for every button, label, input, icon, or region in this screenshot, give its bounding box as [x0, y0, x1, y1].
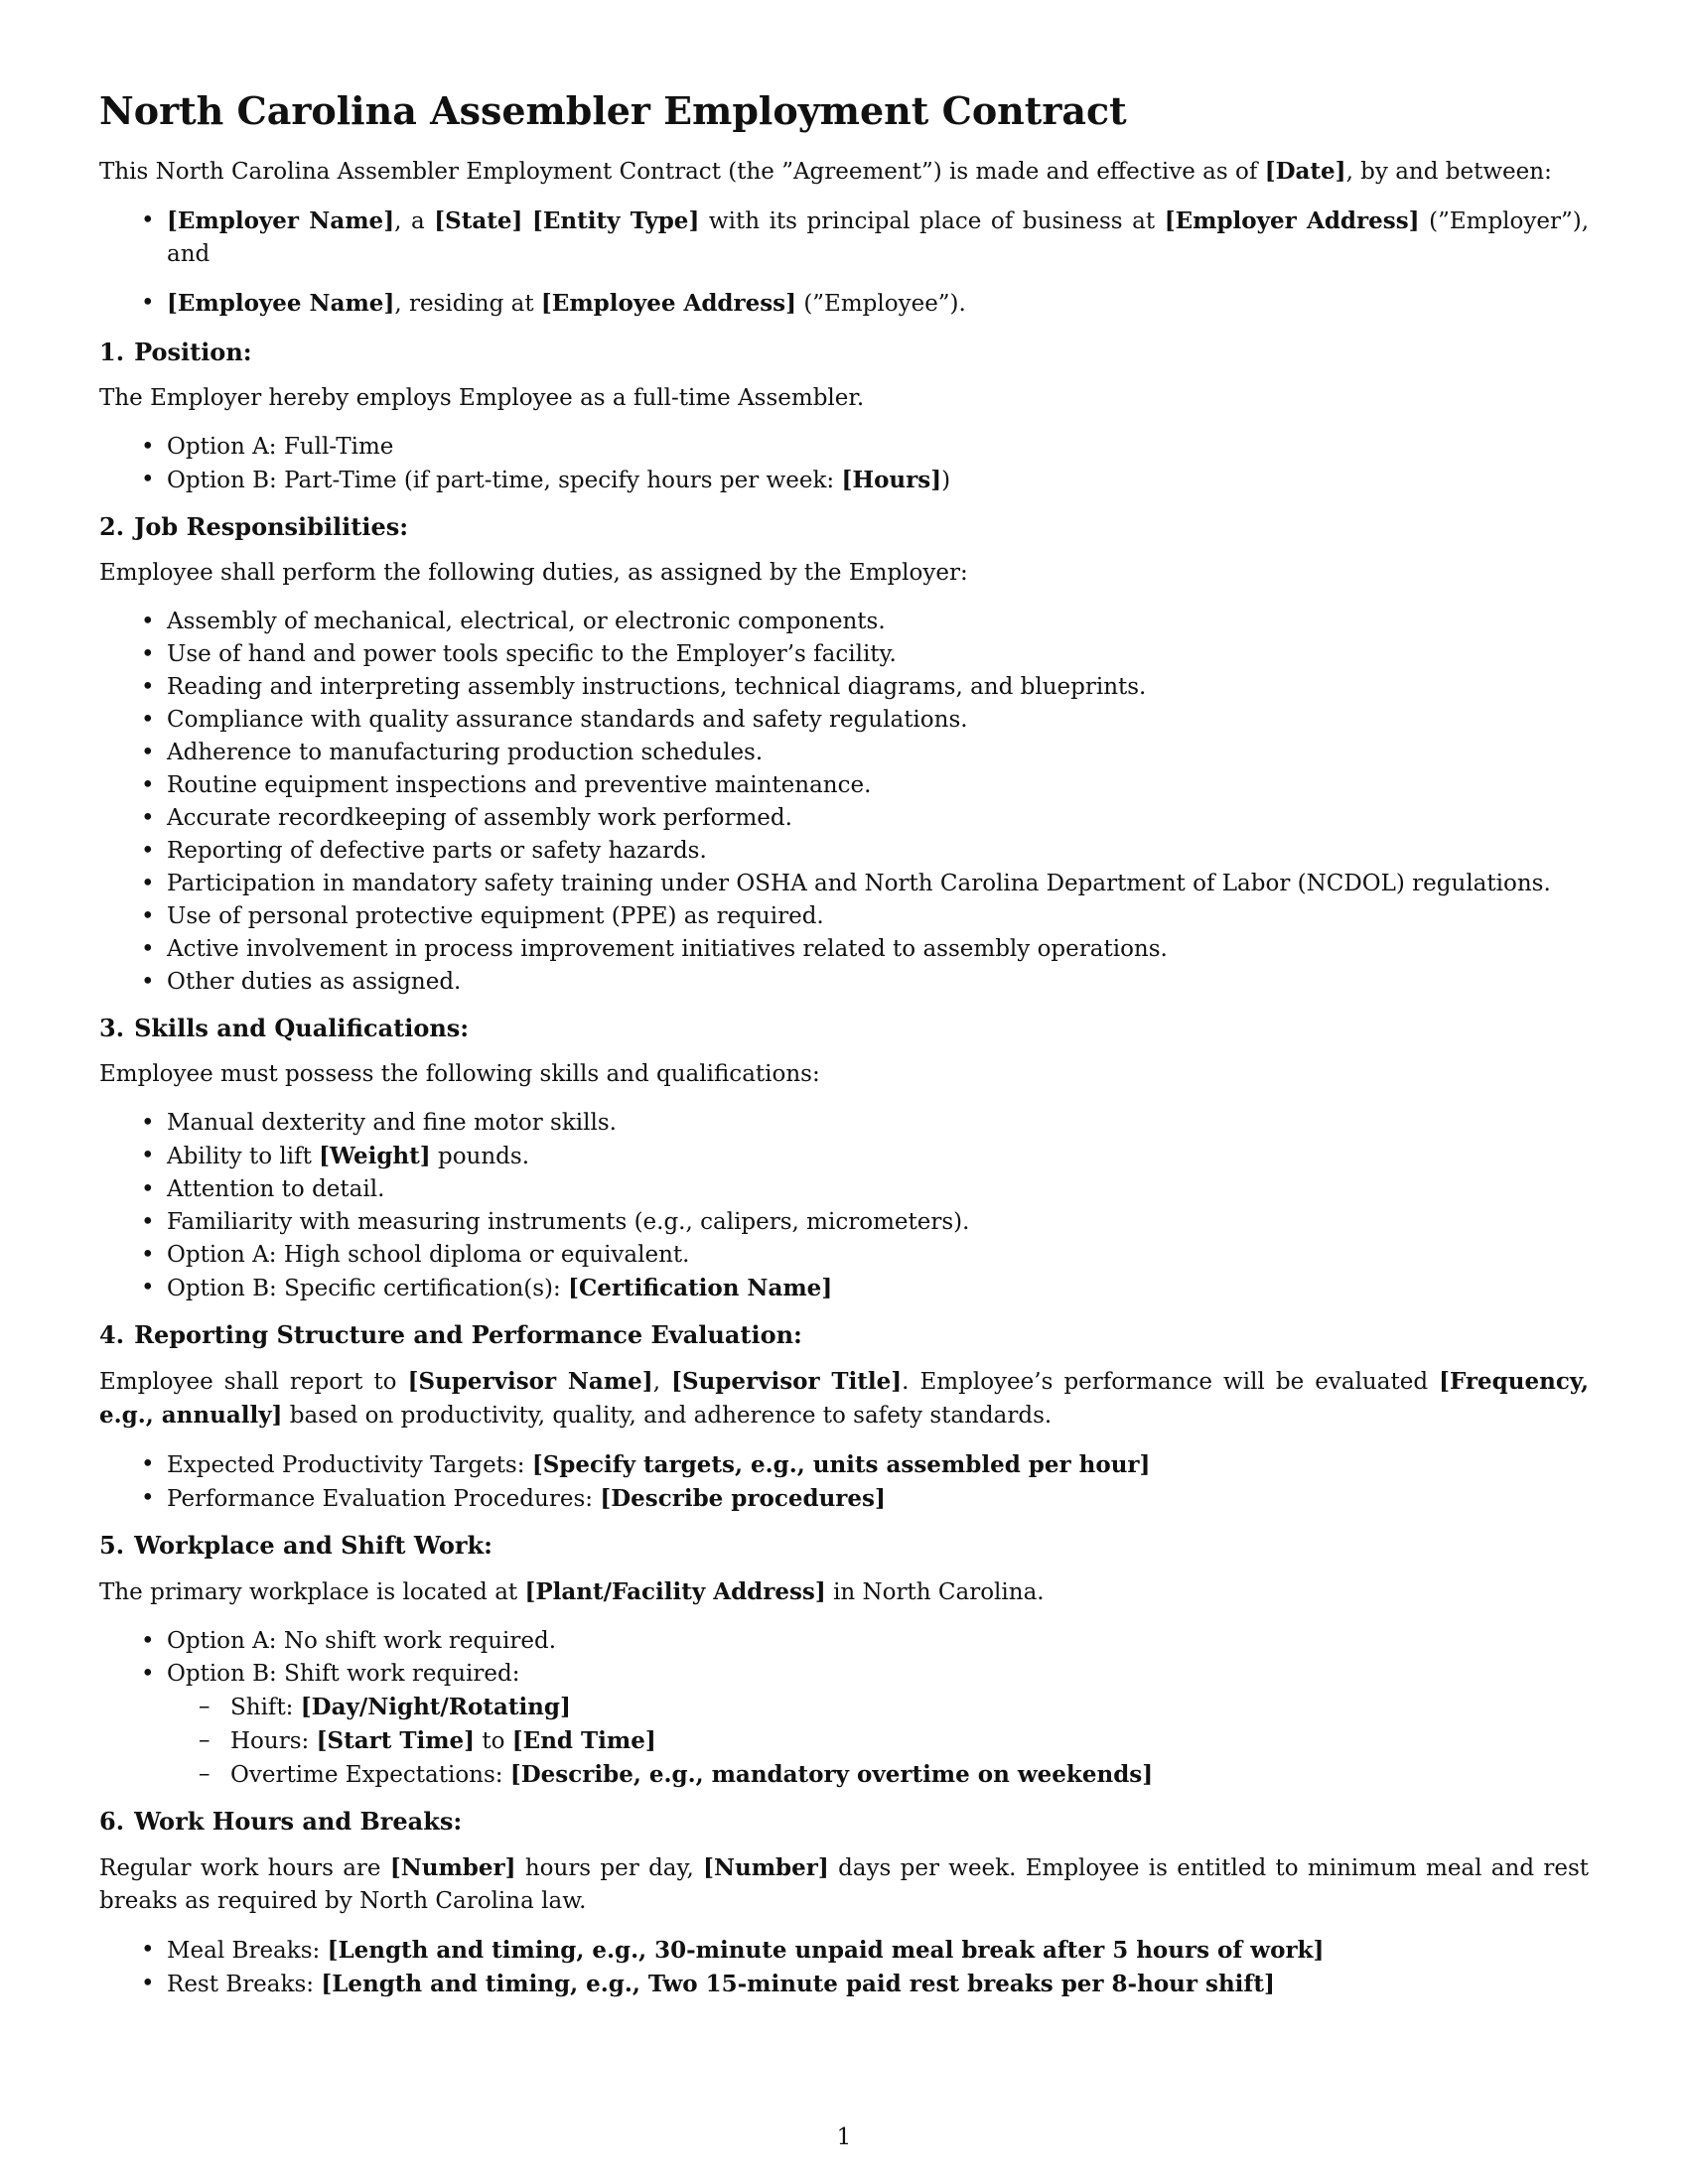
end-time-field: [End Time] — [511, 1727, 656, 1754]
meal-break-field: [Length and timing, e.g., 30-minute unpaid meal break after 5 hours of work] — [327, 1937, 1325, 1964]
reporting-list — [99, 1448, 1589, 1516]
state-field: [State] — [434, 207, 523, 234]
section-heading-reporting: 4. Reporting Structure and Performance Evaluation: — [99, 1320, 802, 1349]
supervisor-title-field: [Supervisor Title] — [671, 1368, 903, 1395]
list-item: • Adherence to manufacturing production schedules. — [99, 737, 1589, 769]
date-field: [Date] — [1264, 158, 1346, 185]
overtime-field: [Describe, e.g., mandatory overtime on weekends] — [509, 1761, 1154, 1788]
section-heading-hours: 6. Work Hours and Breaks: — [99, 1807, 463, 1836]
list-item: • Reporting of defective parts or safety hazards. — [99, 835, 1589, 868]
start-time-field: [Start Time] — [316, 1727, 476, 1754]
list-item: • Participation in mandatory safety training under OSHA and North Carolina Department of Labor (NCDOL) regulations. — [99, 868, 1589, 900]
entity-type-field: [Entity Type] — [532, 207, 700, 234]
list-item: • Accurate recordkeeping of assembly work performed. — [99, 802, 1589, 835]
list-item: • Routine equipment inspections and preventive maintenance. — [99, 769, 1589, 802]
workplace-list — [99, 1625, 1589, 1792]
days-per-week-field: [Number] — [703, 1854, 829, 1881]
sublist-item: – Shift: [Day/Night/Rotating] — [167, 1691, 1589, 1724]
list-item: • Option A: No shift work required. — [99, 1625, 1589, 1658]
document-body — [99, 87, 1589, 2015]
responsibilities-text: Employee shall perform the following duties, as assigned by the Employer: — [99, 560, 968, 586]
shift-field: [Day/Night/Rotating] — [300, 1694, 571, 1720]
employer-address-field: [Employer Address] — [1164, 207, 1420, 234]
frequency-field: [Frequency, e.g., annually] — [99, 1368, 1590, 1429]
section-heading-responsibilities: 2. Job Responsibilities: — [99, 512, 409, 541]
list-item: • Familiarity with measuring instruments (e.g., calipers, micrometers). — [99, 1206, 1589, 1239]
section-heading-workplace: 5. Workplace and Shift Work: — [99, 1531, 492, 1560]
list-item: • Option A: High school diploma or equivalent. — [99, 1239, 1589, 1272]
productivity-targets-field: [Specify targets, e.g., units assembled per hour] — [531, 1451, 1151, 1478]
reporting-text: Employee shall report to [Supervisor Name], [Supervisor Title]. Employee’s performance will be evaluated [Frequency, e.g., annually] based on productivity, quality, and adherence to safety standards. — [99, 1368, 1590, 1429]
employee-address-field: [Employee Address] — [540, 290, 797, 317]
rest-break-field: [Length and timing, e.g., Two 15-minute paid rest breaks per 8-hour shift] — [321, 1971, 1275, 1997]
employee-party: • [Employee Name], residing at [Employee Address] (”Employee”). — [99, 287, 1589, 321]
list-item: • Meal Breaks: [Length and timing, e.g., 30-minute unpaid meal break after 5 hours of work] — [99, 1934, 1589, 1968]
employer-name-field: [Employer Name] — [167, 207, 395, 234]
skills-text: Employee must possess the following skills and qualifications: — [99, 1061, 820, 1087]
section-heading-skills: 3. Skills and Qualifications: — [99, 1014, 470, 1042]
breaks-list — [99, 1934, 1589, 2001]
list-item: • Other duties as assigned. — [99, 966, 1589, 999]
hours-field: [Hours] — [841, 467, 942, 493]
supervisor-name-field: [Supervisor Name] — [407, 1368, 653, 1395]
list-item: • Attention to detail. — [99, 1173, 1589, 1206]
position-options — [99, 431, 1589, 497]
list-item: • Ability to lift [Weight] pounds. — [99, 1140, 1589, 1173]
list-item: • Reading and interpreting assembly instructions, technical diagrams, and blueprints. — [99, 671, 1589, 704]
section-heading-position: 1. Position: — [99, 338, 252, 366]
weight-field: [Weight] — [319, 1143, 431, 1169]
hours-text: Regular work hours are [Number] hours per day, [Number] days per week. Employee is entitled to minimum meal and rest breaks as required by North Carolina law. — [99, 1854, 1590, 1914]
list-item: • Rest Breaks: [Length and timing, e.g., Two 15-minute paid rest breaks per 8-hour shift] — [99, 1968, 1589, 2001]
shift-sublist — [167, 1691, 1589, 1792]
list-item: • Option B: Part-Time (if part-time, specify hours per week: [Hours]) — [99, 464, 1589, 497]
sublist-item: – Overtime Expectations: [Describe, e.g., mandatory overtime on weekends] — [167, 1758, 1589, 1792]
list-item: • Option B: Specific certification(s): [Certification Name] — [99, 1272, 1589, 1305]
list-item: • Performance Evaluation Procedures: [Describe procedures] — [99, 1482, 1589, 1516]
evaluation-procedures-field: [Describe procedures] — [600, 1485, 886, 1512]
sublist-item: – Hours: [Start Time] to [End Time] — [167, 1724, 1589, 1758]
list-item: • Active involvement in process improvement initiatives related to assembly operations. — [99, 933, 1589, 966]
skills-list — [99, 1107, 1589, 1305]
responsibilities-list — [99, 606, 1589, 999]
position-text: The Employer hereby employs Employee as a full-time Assembler. — [99, 385, 865, 411]
parties-list — [99, 205, 1589, 321]
facility-address-field: [Plant/Facility Address] — [524, 1578, 826, 1605]
list-item: • Manual dexterity and fine motor skills. — [99, 1107, 1589, 1140]
list-item: • Assembly of mechanical, electrical, or electronic components. — [99, 606, 1589, 638]
list-item: • Option B: Shift work required: – Shift: [Day/Night/Rotating] – Hours: [Start Time] to [End Time] – Overtime Expectations: [Describe, e.g., mandatory overtime on weekends] — [99, 1658, 1589, 1792]
certification-field: [Certification Name] — [568, 1275, 833, 1301]
page-number: 1 — [836, 2124, 852, 2150]
list-item: • Use of personal protective equipment (PPE) as required. — [99, 900, 1589, 933]
workplace-text: The primary workplace is located at [Plant/Facility Address] in North Carolina. — [99, 1578, 1045, 1605]
document-title: North Carolina Assembler Employment Contract — [99, 88, 1127, 133]
list-item: • Option A: Full-Time — [99, 431, 1589, 464]
employee-name-field: [Employee Name] — [167, 290, 395, 317]
intro-paragraph: This North Carolina Assembler Employment Contract (the ”Agreement”) is made and effective as of [Date], by and between: — [99, 158, 1552, 185]
list-item: • Use of hand and power tools specific to the Employer’s facility. — [99, 638, 1589, 671]
hours-per-day-field: [Number] — [389, 1854, 516, 1881]
list-item: • Compliance with quality assurance standards and safety regulations. — [99, 704, 1589, 737]
employer-party: • [Employer Name], a [State] [Entity Type] with its principal place of business at [Employer Address] (”Employer”), and — [99, 205, 1589, 271]
list-item: • Expected Productivity Targets: [Specify targets, e.g., units assembled per hour] — [99, 1448, 1589, 1482]
